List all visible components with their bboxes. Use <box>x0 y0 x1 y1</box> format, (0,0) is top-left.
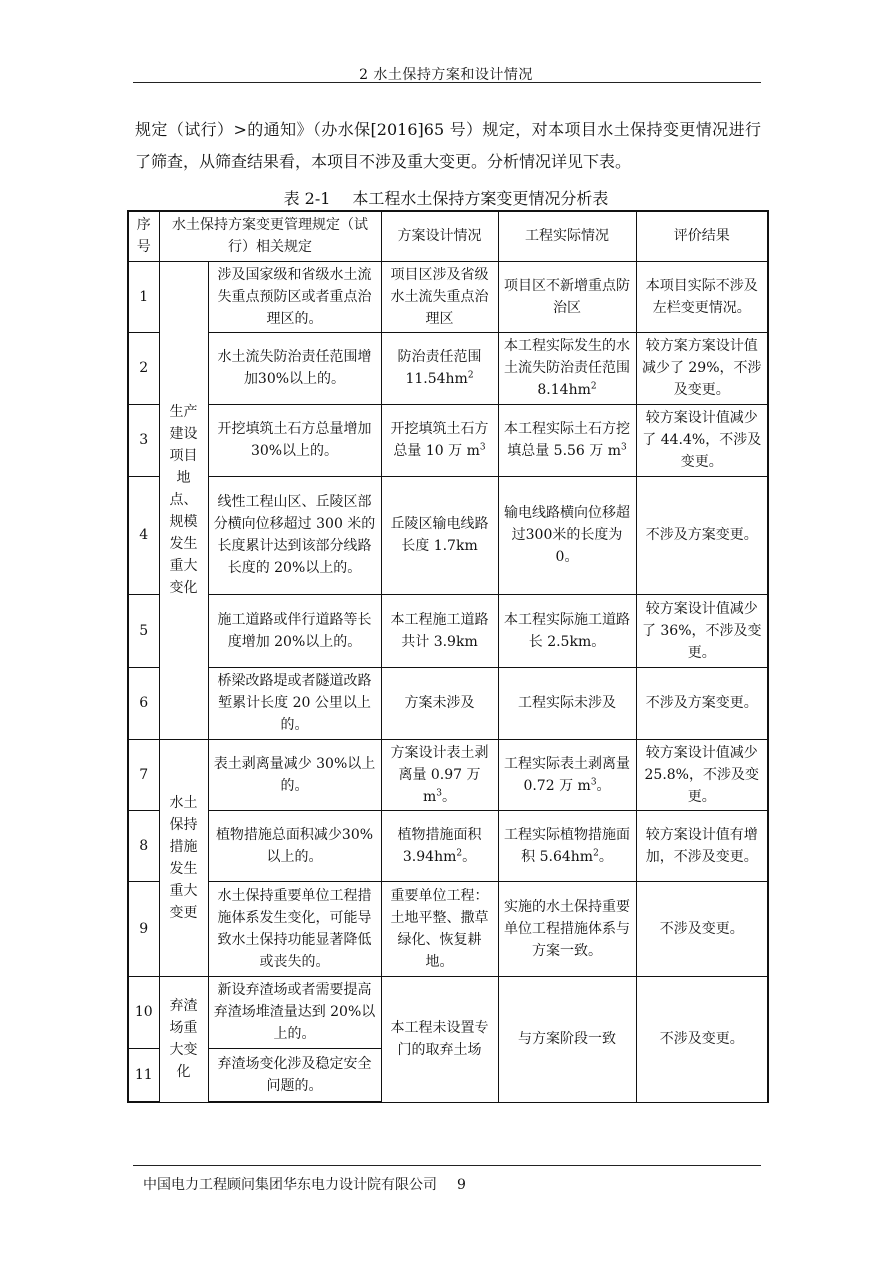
row-index: 7 <box>128 739 159 810</box>
table-caption-number: 表 2-1 <box>283 189 331 208</box>
change-analysis-table <box>127 210 769 1103</box>
row-evaluation: 较方案设计值有增加，不涉及变更。 <box>636 810 768 881</box>
row-index: 11 <box>128 1048 159 1102</box>
row-actual-tail: 。 <box>596 777 611 794</box>
header-divider <box>133 82 761 83</box>
row-rule: 植物措施总面积减少30%以上的。 <box>208 810 381 881</box>
row-rule: 水土保持重要单位工程措施体系发生变化，可能导致水土保持功能显著降低或丧失的。 <box>208 881 381 976</box>
header-evaluation: 评价结果 <box>636 211 768 261</box>
footer-divider <box>133 1165 761 1166</box>
row-evaluation: 不涉及方案变更。 <box>636 667 768 739</box>
footer-company: 中国电力工程顾问集团华东电力设计院有限公司 <box>143 1177 437 1193</box>
row-actual <box>498 810 636 881</box>
row-design <box>381 404 498 476</box>
row-rule: 新设弃渣场或者需要提高弃渣场堆渣量达到 20%以上的。 <box>208 976 381 1048</box>
row-design-text: 方案设计表土剥离量 0.97 万 m <box>390 744 489 805</box>
row-design <box>381 739 498 810</box>
table-row <box>128 476 768 594</box>
group-label-location-scale: 生产建设项目地点、规模发生重大变化 <box>159 261 208 739</box>
row-actual-text: 本工程实际土石方挖填总量 5.56 万 m <box>504 421 630 459</box>
table-row <box>128 810 768 881</box>
group-label-spoil-site: 弃渣场重大变化 <box>159 976 208 1102</box>
row-rule: 弃渣场变化涉及稳定安全问题的。 <box>208 1048 381 1102</box>
row-design <box>381 810 498 881</box>
table-row <box>128 739 768 810</box>
row-actual: 本工程实际施工道路长 2.5km。 <box>498 594 636 667</box>
row-evaluation: 不涉及变更。 <box>636 976 768 1102</box>
row-index: 10 <box>128 976 159 1048</box>
row-rule: 表土剥离量减少 30%以上的。 <box>208 739 381 810</box>
row-evaluation: 本项目实际不涉及左栏变更情况。 <box>636 261 768 332</box>
row-evaluation: 较方案设计值减少 25.8%，不涉及变更。 <box>636 739 768 810</box>
row-actual: 实施的水土保持重要单位工程措施体系与方案一致。 <box>498 881 636 976</box>
row-actual: 与方案阶段一致 <box>498 976 636 1102</box>
row-actual-sup: 2 <box>593 847 599 858</box>
row-design: 丘陵区输电线路长度 1.7km <box>381 476 498 594</box>
row-design <box>381 332 498 404</box>
row-rule: 施工道路或伴行道路等长度增加 20%以上的。 <box>208 594 381 667</box>
table-caption <box>0 186 892 209</box>
table-row <box>128 404 768 476</box>
row-design-sup: 2 <box>467 370 474 381</box>
table-row <box>128 881 768 976</box>
row-rule: 桥梁改路堤或者隧道改路堑累计长度 20 公里以上的。 <box>208 667 381 739</box>
row-index: 8 <box>128 810 159 881</box>
row-evaluation: 不涉及方案变更。 <box>636 476 768 594</box>
row-evaluation: 较方案设计值减少了 44.4%，不涉及变更。 <box>636 404 768 476</box>
row-design-sup: 3 <box>479 442 486 453</box>
row-rule: 线性工程山区、丘陵区部分横向位移超过 300 米的长度累计达到该部分线路长度的 20%以上的。 <box>208 476 381 594</box>
row-design-sup: 3 <box>436 787 442 798</box>
row-actual <box>498 332 636 404</box>
row-actual <box>498 404 636 476</box>
intro-paragraph: 规定（试行）>的通知》（办水保[2016]65 号）规定，对本项目水土保持变更情况进行了筛查，从筛查结果看，本项目不涉及重大变更。分析情况详见下表。 <box>135 120 761 171</box>
row-index: 3 <box>128 404 159 476</box>
row-index: 2 <box>128 332 159 404</box>
row-actual-text: 工程实际表土剥离量 0.72 万 m <box>504 755 630 794</box>
row-actual <box>498 739 636 810</box>
row-evaluation: 较方案方案设计值减少了 29%，不涉及变更。 <box>636 332 768 404</box>
row-actual-tail: 。 <box>598 848 613 865</box>
row-index: 5 <box>128 594 159 667</box>
row-rule: 涉及国家级和省级水土流失重点预防区或者重点治理区的。 <box>208 261 381 332</box>
row-index: 1 <box>128 261 159 332</box>
row-design: 方案未涉及 <box>381 667 498 739</box>
row-design-text: 植物措施面积3.94hm <box>397 826 482 865</box>
header-index: 序号 <box>128 211 159 261</box>
row-index: 4 <box>128 476 159 594</box>
table-row <box>128 976 768 1048</box>
group-label-measures: 水土保持措施发生重大变更 <box>159 739 208 976</box>
row-actual-text: 工程实际植物措施面积 5.64hm <box>504 826 630 865</box>
row-design-text: 开挖填筑土石方总量 10 万 m <box>390 421 489 459</box>
table-row <box>128 667 768 739</box>
table-row <box>128 261 768 332</box>
row-design-tail: 。 <box>442 788 456 805</box>
row-rule: 开挖填筑土石方总量增加 30%以上的。 <box>208 404 381 476</box>
row-actual-sup: 3 <box>590 776 597 787</box>
row-actual: 输电线路横向位移超过300米的长度为 0。 <box>498 476 636 594</box>
page-footer <box>143 1174 466 1194</box>
table-row <box>128 332 768 404</box>
running-header: 2 水土保持方案和设计情况 <box>359 67 533 83</box>
row-design-tail: 。 <box>462 848 477 865</box>
table-row <box>128 594 768 667</box>
row-design: 项目区涉及省级水土流失重点治理区 <box>381 261 498 332</box>
row-actual: 项目区不新增重点防治区 <box>498 261 636 332</box>
row-index: 9 <box>128 881 159 976</box>
row-actual-sup: 2 <box>590 381 597 392</box>
row-design-sup: 2 <box>456 847 463 858</box>
header-rule: 水土保持方案变更管理规定（试行）相关规定 <box>159 211 381 261</box>
row-design: 重要单位工程：土地平整、撒草绿化、恢复耕地。 <box>381 881 498 976</box>
row-evaluation: 较方案设计值减少了 36%，不涉及变更。 <box>636 594 768 667</box>
header-design: 方案设计情况 <box>381 211 498 261</box>
header-actual: 工程实际情况 <box>498 211 636 261</box>
page-number: 9 <box>457 1177 466 1193</box>
table-header-row <box>128 211 768 261</box>
row-actual-sup: 3 <box>621 442 627 453</box>
row-rule: 水土流失防治责任范围增加30%以上的。 <box>208 332 381 404</box>
row-design: 本工程施工道路共计 3.9km <box>381 594 498 667</box>
table-caption-title: 本工程水土保持方案变更情况分析表 <box>352 189 609 208</box>
row-actual-text: 本工程实际发生的水土流失防治责任范围 8.14hm <box>504 338 630 398</box>
row-actual: 工程实际未涉及 <box>498 667 636 739</box>
row-design-text: 防治责任范围11.54hm <box>397 349 482 387</box>
row-evaluation: 不涉及变更。 <box>636 881 768 976</box>
row-index: 6 <box>128 667 159 739</box>
row-design: 本工程未设置专门的取弃土场 <box>381 976 498 1102</box>
